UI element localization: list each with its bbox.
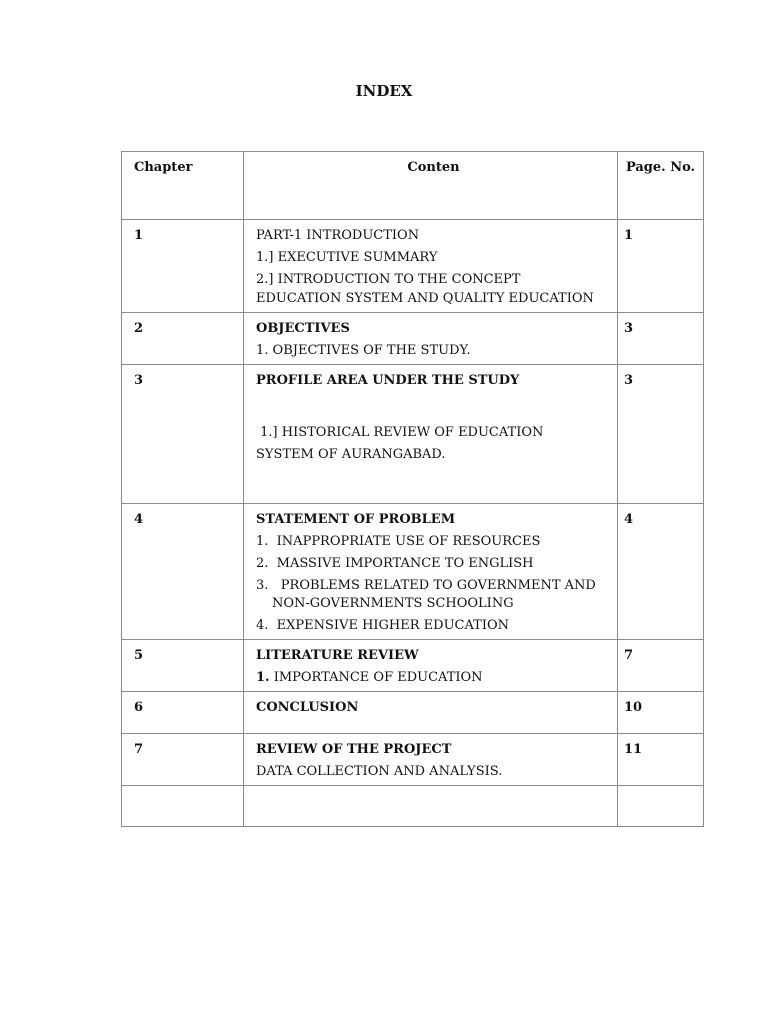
- content-line: 2. MASSIVE IMPORTANCE TO ENGLISH: [256, 556, 534, 571]
- table-row: [122, 692, 704, 734]
- index-title: INDEX: [355, 82, 413, 100]
- chapter-number: 7: [122, 734, 244, 786]
- content-heading: REVIEW OF THE PROJECT: [256, 742, 452, 757]
- page-number: 3: [618, 365, 704, 504]
- chapter-number: 2: [122, 313, 244, 365]
- content-heading: LITERATURE REVIEW: [256, 648, 419, 663]
- header-content: Conten: [244, 152, 618, 220]
- content-line: PART-1 INTRODUCTION: [256, 228, 420, 243]
- content-line: 2.] INTRODUCTION TO THE CONCEPT: [256, 272, 521, 287]
- page-number: 10: [618, 692, 704, 734]
- chapter-content: [244, 692, 618, 734]
- content-line: 1.] HISTORICAL REVIEW OF EDUCATION: [256, 425, 544, 440]
- page-number: 4: [618, 504, 704, 640]
- content-heading: PROFILE AREA UNDER THE STUDY: [256, 373, 520, 388]
- empty-cell: [618, 786, 704, 827]
- table-header-row: [122, 152, 704, 220]
- chapter-content: [244, 504, 618, 640]
- table-row: [122, 734, 704, 786]
- content-line: 3. PROBLEMS RELATED TO GOVERNMENT AND: [256, 578, 596, 593]
- chapter-content: [244, 734, 618, 786]
- content-heading: CONCLUSION: [256, 700, 359, 715]
- content-line: 1. INAPPROPRIATE USE OF RESOURCES: [256, 534, 541, 549]
- chapter-number: 3: [122, 365, 244, 504]
- chapter-content: [244, 313, 618, 365]
- table-row: [122, 313, 704, 365]
- header-chapter: Chapter: [122, 152, 244, 220]
- list-number: 1.: [256, 670, 270, 685]
- chapter-content: [244, 640, 618, 692]
- content-text: IMPORTANCE OF EDUCATION: [269, 670, 483, 685]
- table-row: [122, 365, 704, 504]
- content-line: NON-GOVERNMENTS SCHOOLING: [272, 596, 514, 611]
- header-page: Page. No.: [618, 152, 704, 220]
- empty-cell: [244, 786, 618, 827]
- table-row: [122, 640, 704, 692]
- content-line: SYSTEM OF AURANGABAD.: [256, 447, 446, 462]
- table-row: [122, 220, 704, 313]
- content-line: [256, 669, 611, 687]
- empty-row: [122, 786, 704, 827]
- content-heading: OBJECTIVES: [256, 321, 350, 336]
- page-number: 1: [618, 220, 704, 313]
- content-heading: STATEMENT OF PROBLEM: [256, 512, 456, 527]
- chapter-number: 6: [122, 692, 244, 734]
- chapter-number: 1: [122, 220, 244, 313]
- content-line: 1. OBJECTIVES OF THE STUDY.: [256, 343, 471, 358]
- chapter-number: 5: [122, 640, 244, 692]
- chapter-content: [244, 220, 618, 313]
- spacer: [256, 394, 611, 424]
- table-row: [122, 504, 704, 640]
- content-line: EDUCATION SYSTEM AND QUALITY EDUCATION: [256, 291, 594, 306]
- page-number: 3: [618, 313, 704, 365]
- empty-cell: [122, 786, 244, 827]
- chapter-number: 4: [122, 504, 244, 640]
- content-line: 4. EXPENSIVE HIGHER EDUCATION: [256, 618, 510, 633]
- index-table: [121, 151, 704, 827]
- content-line: DATA COLLECTION AND ANALYSIS.: [256, 764, 503, 779]
- page-number: 7: [618, 640, 704, 692]
- page-number: 11: [618, 734, 704, 786]
- content-line: 1.] EXECUTIVE SUMMARY: [256, 250, 438, 265]
- chapter-content: [244, 365, 618, 504]
